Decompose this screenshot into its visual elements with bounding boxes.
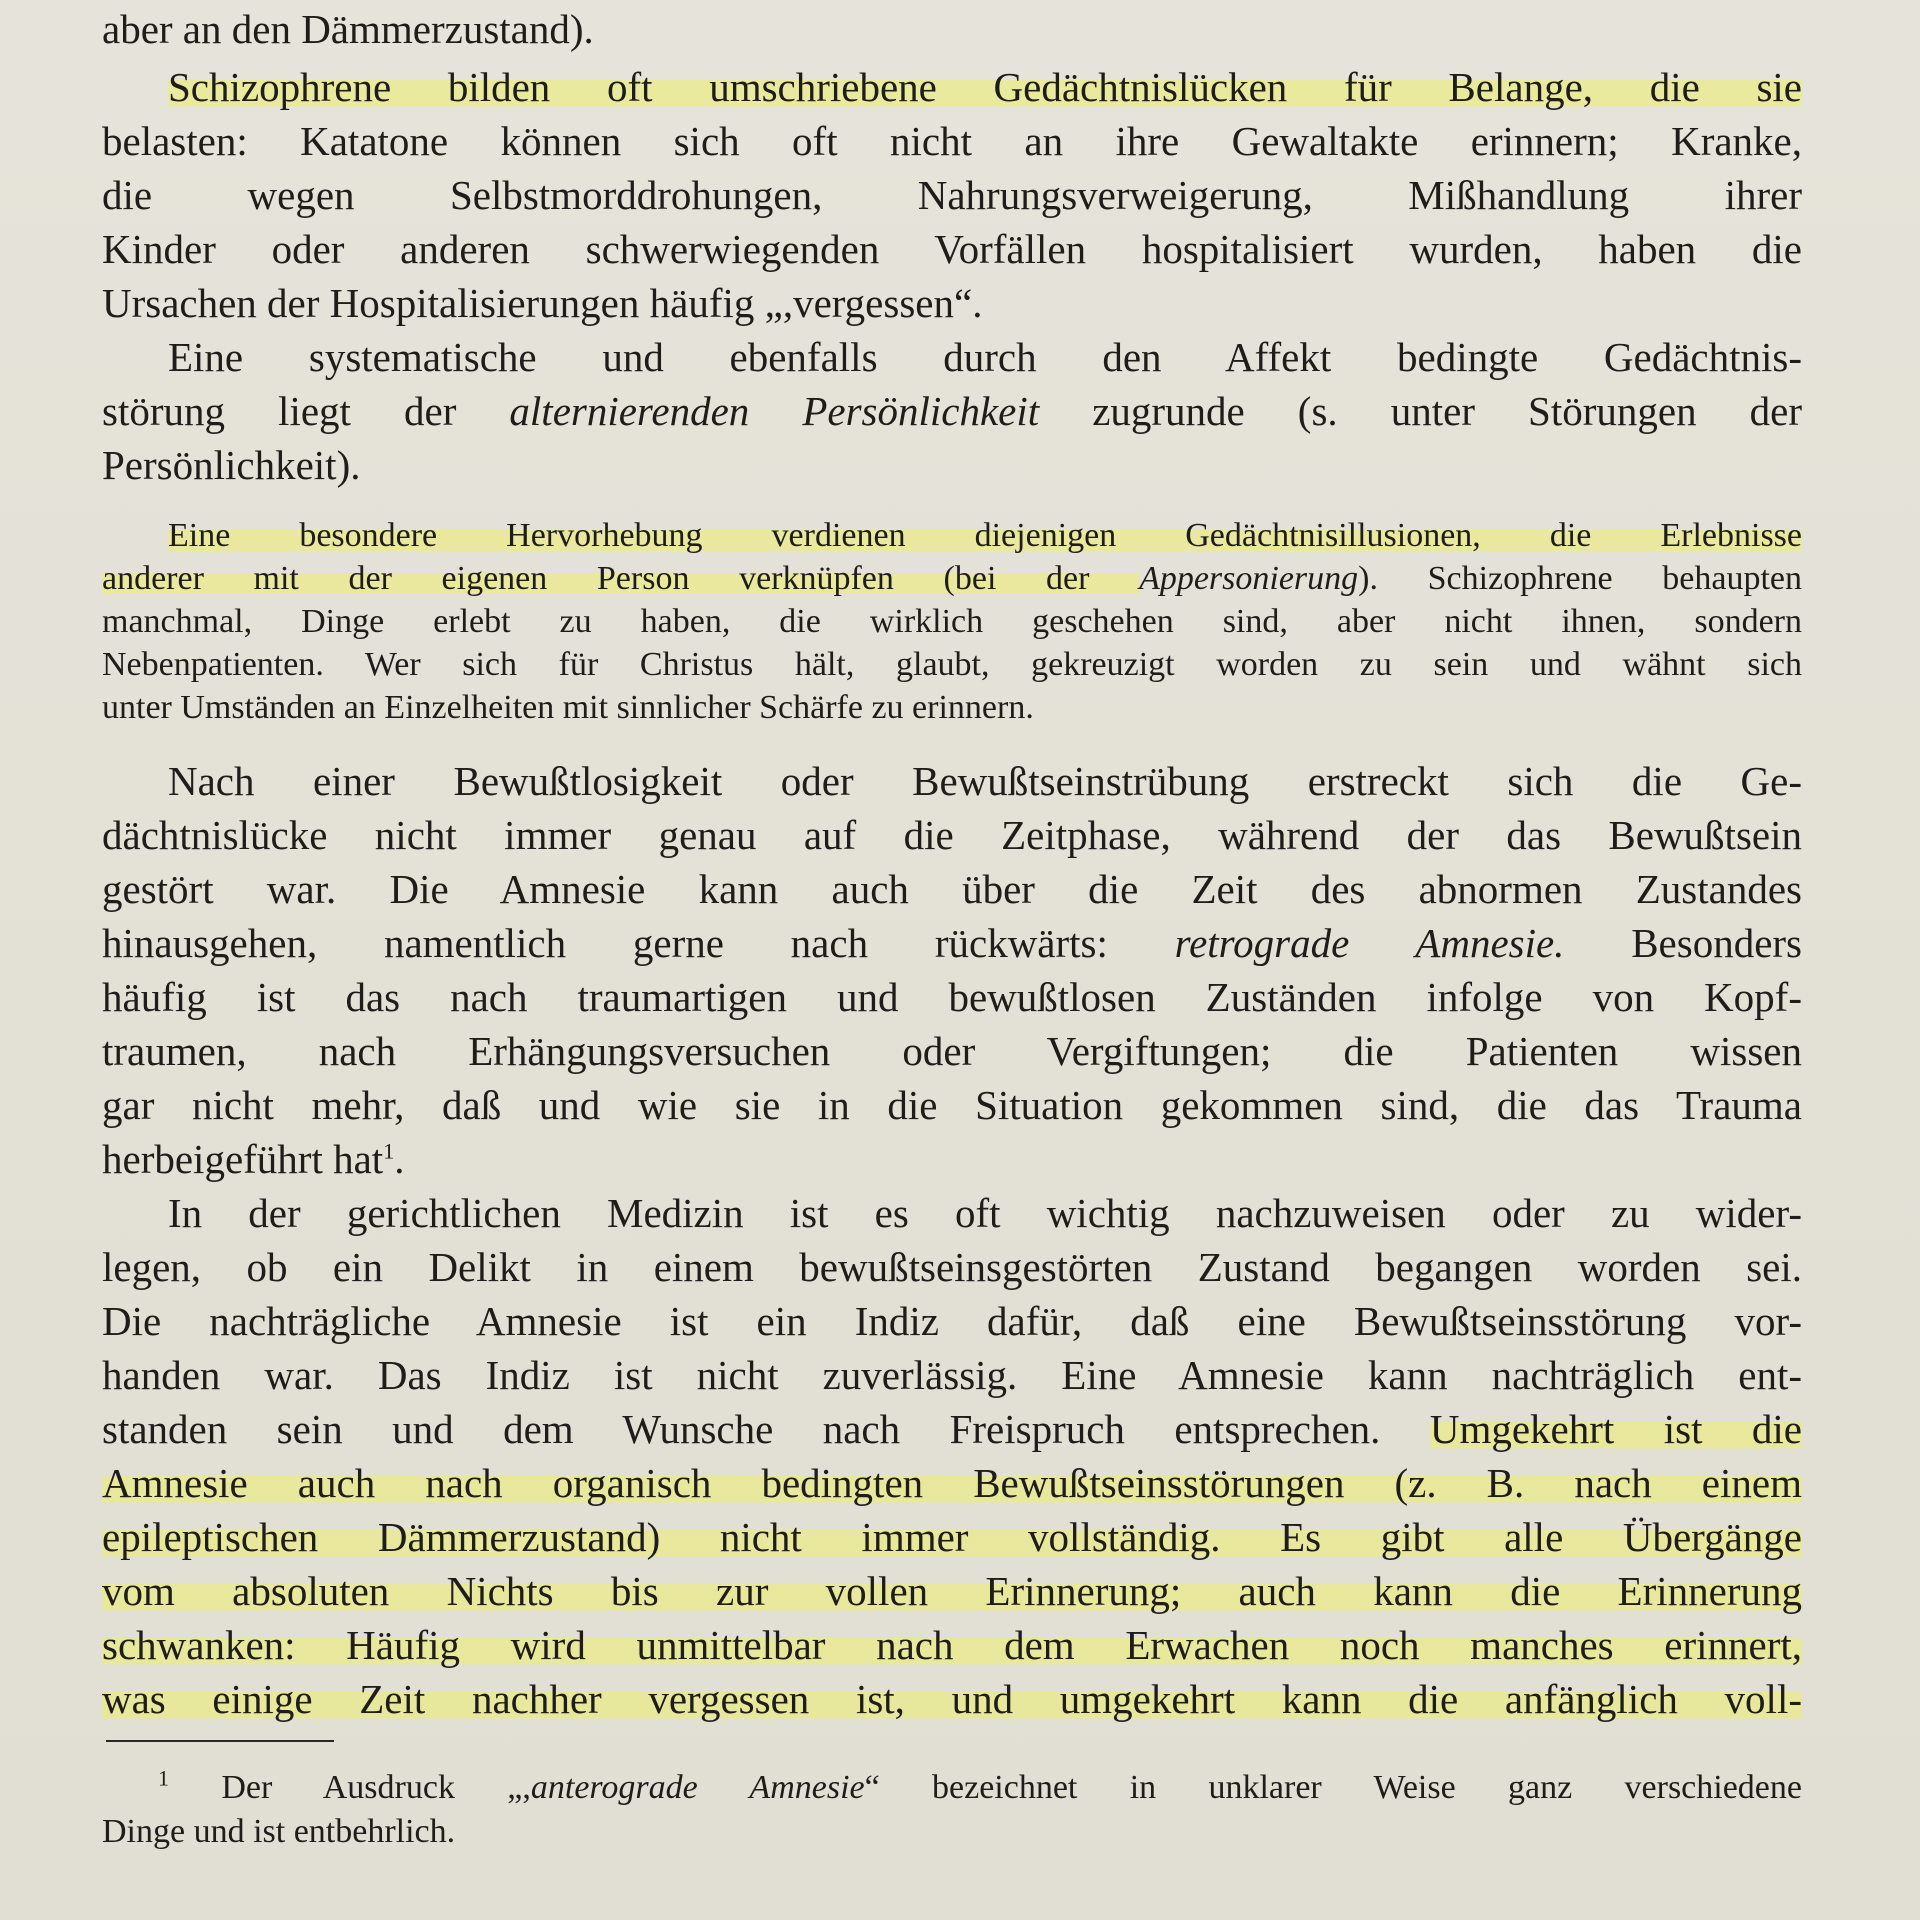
text-line: $^1$ Der Ausdruck „,anterograde Amnesie“ bezeichnet in unklarer Weise ganz verschiedene bbox=[158, 1765, 1802, 1806]
text-line: Nach einer Bewußtlosigkeit oder Bewußtseinstrübung erstreckt sich die Ge- bbox=[168, 758, 1802, 804]
text-line: gar nicht mehr, daß und wie sie in die Situation gekommen sind, die das Trauma bbox=[102, 1082, 1802, 1128]
text-line: belasten: Katatone können sich oft nicht an ihre Gewaltakte erinnern; Kranke, bbox=[102, 118, 1802, 164]
text-line: Dinge und ist entbehrlich. bbox=[102, 1813, 456, 1850]
text-line: hinausgehen, namentlich gerne nach rückwärts: retrograde Amnesie. Besonders bbox=[102, 920, 1803, 966]
highlighted-text: Eine besondere Hervorhebung verdienen diejenigen Gedächtnisillusionen, die Erlebnisse bbox=[168, 517, 1802, 554]
text-line bbox=[102, 1674, 1802, 1724]
text-line: Ursachen der Hospitalisierungen häufig „,vergessen“. bbox=[102, 280, 983, 326]
text-line bbox=[102, 1620, 1802, 1670]
highlighted-text: Amnesie auch nach organisch bedingten Bewußtseinsstörungen (z. B. nach einem bbox=[102, 1460, 1802, 1506]
text-line: Eine systematische und ebenfalls durch den Affekt bedingte Gedächtnis- bbox=[168, 334, 1802, 380]
footnote-mark: 1 bbox=[158, 1765, 169, 1791]
text-line: Kinder oder anderen schwerwiegenden Vorfällen hospitalisiert wurden, haben die bbox=[102, 226, 1802, 272]
emphasis: alternierenden Persönlichkeit bbox=[509, 388, 1040, 434]
text-line: Persönlichkeit). bbox=[102, 442, 361, 488]
emphasis: retrograde Amnesie. bbox=[1174, 920, 1565, 966]
text-line bbox=[102, 1458, 1802, 1508]
text-line bbox=[102, 62, 1802, 112]
highlighted-text: was einige Zeit nachher vergessen ist, und umgekehrt kann die anfänglich voll- bbox=[102, 1676, 1802, 1722]
text-line bbox=[102, 1512, 1802, 1562]
text-line bbox=[102, 1566, 1802, 1616]
highlighted-text: vom absoluten Nichts bis zur vollen Erinnerung; auch kann die Erinnerung bbox=[102, 1568, 1802, 1614]
text-line: traumen, nach Erhängungsversuchen oder Vergiftungen; die Patienten wissen bbox=[102, 1028, 1802, 1074]
emphasis: anterograde Amnesie bbox=[530, 1769, 865, 1806]
text-line: herbeigeführt hat$^1$. bbox=[102, 1136, 405, 1182]
text-line: standen sein und dem Wunsche nach Freispruch entsprechen. Umgekehrt ist die bbox=[102, 1406, 1802, 1452]
text-line bbox=[102, 515, 1802, 557]
text-line: manchmal, Dinge erlebt zu haben, die wirklich geschehen sind, aber nicht ihnen, sondern bbox=[102, 603, 1802, 640]
text-line: In der gerichtlichen Medizin ist es oft wichtig nachzuweisen oder zu wider- bbox=[168, 1190, 1802, 1236]
text-line: Die nachträgliche Amnesie ist ein Indiz dafür, daß eine Bewußtseinsstörung vor- bbox=[102, 1298, 1802, 1344]
text-line: die wegen Selbstmorddrohungen, Nahrungsverweigerung, Mißhandlung ihrer bbox=[102, 172, 1802, 218]
text-line: anderer mit der eigenen Person verknüpfen (bei der Appersonierung). Schizophrene behaupten bbox=[102, 560, 1802, 597]
highlighted-text: Schizophrene bilden oft umschriebene Gedächtnislücken für Belange, die sie bbox=[168, 64, 1802, 110]
text-line: störung liegt der alternierenden Persönlichkeit zugrunde (s. unter Störungen der bbox=[102, 388, 1802, 434]
text-line: legen, ob ein Delikt in einem bewußtseinsgestörten Zustand begangen worden sei. bbox=[102, 1244, 1802, 1290]
text-line: unter Umständen an Einzelheiten mit sinnlicher Schärfe zu erinnern. bbox=[102, 689, 1034, 726]
text-line: gestört war. Die Amnesie kann auch über die Zeit des abnormen Zustandes bbox=[102, 866, 1802, 912]
highlighted-text: anderer mit der eigenen Person verknüpfen (bei der bbox=[102, 560, 1140, 597]
footnote-rule bbox=[106, 1740, 334, 1742]
text-line: dächtnislücke nicht immer genau auf die Zeitphase, während der das Bewußtsein bbox=[102, 812, 1802, 858]
highlighted-text: schwanken: Häufig wird unmittelbar nach dem Erwachen noch manches erinnert, bbox=[102, 1622, 1802, 1668]
text-line: aber an den Dämmerzustand). bbox=[102, 6, 594, 52]
text-line: handen war. Das Indiz ist nicht zuverlässig. Eine Amnesie kann nachträglich ent- bbox=[102, 1352, 1802, 1398]
text-line: Nebenpatienten. Wer sich für Christus hält, glaubt, gekreuzigt worden zu sein und wähnt sich bbox=[102, 646, 1802, 683]
highlighted-text: Umgekehrt ist die bbox=[1429, 1406, 1802, 1452]
footnote-reference[interactable]: 1 bbox=[383, 1138, 395, 1164]
emphasis: Appersonierung bbox=[1139, 560, 1359, 597]
highlighted-text: epileptischen Dämmerzustand) nicht immer vollständig. Es gibt alle Übergänge bbox=[102, 1514, 1802, 1560]
text-line: häufig ist das nach traumartigen und bewußtlosen Zuständen infolge von Kopf- bbox=[102, 974, 1802, 1020]
